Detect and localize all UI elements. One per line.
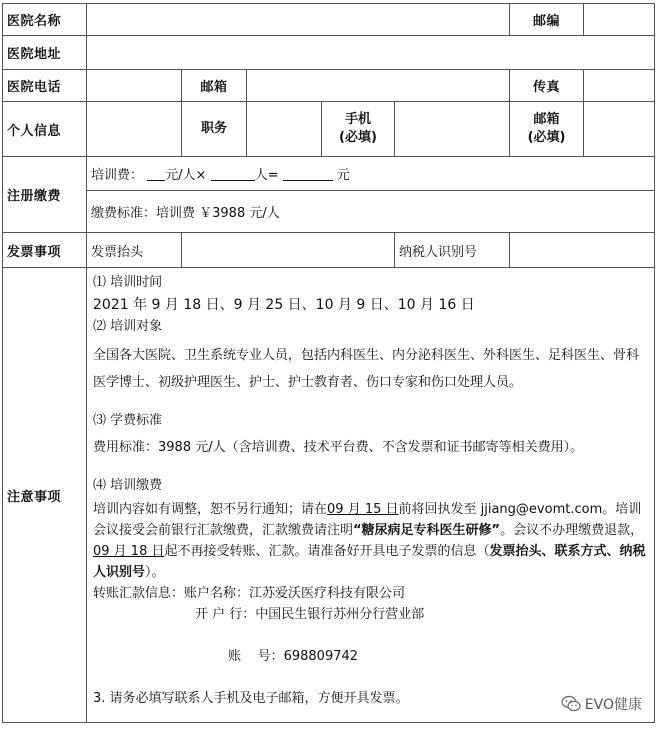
s4-date1: 09 月 15 日: [327, 502, 399, 517]
unit-yuan: 元: [336, 168, 350, 183]
hospital-address-label: 医院地址: [3, 36, 87, 70]
mobile-label-line1: 手机: [344, 112, 371, 127]
hospital-phone-field[interactable]: [87, 70, 182, 102]
name-field[interactable]: [87, 102, 182, 157]
s1-title: ⑴ 培训时间: [93, 275, 163, 290]
personal-info-label: 个人信息: [3, 102, 87, 157]
email-required-field[interactable]: [584, 102, 655, 157]
notes-label: 注意事项: [3, 268, 87, 723]
s4-text-c: 。会议不办理缴费退款，: [500, 523, 644, 538]
taxpayer-id-field[interactable]: [510, 233, 655, 268]
hospital-address-field[interactable]: [87, 36, 655, 70]
fee-per-person-field[interactable]: [147, 167, 165, 181]
bank-label: 开 户 行：: [195, 607, 256, 622]
email-label: 邮箱: [182, 70, 247, 102]
s2-title: ⑵ 培训对象: [93, 319, 163, 334]
fee-standard: 缴费标准：培训费 ￥3988 元/人: [87, 191, 655, 233]
watermark-text: EVO健康: [584, 697, 642, 713]
watermark: [561, 694, 642, 714]
hospital-name-label: 医院名称: [3, 4, 87, 36]
postcode-field[interactable]: [584, 4, 655, 36]
account-name: 江苏爱沃医疗科技有限公司: [249, 586, 406, 601]
hospital-name-field[interactable]: [87, 4, 510, 36]
s4-text-d: 起不再接受转账、汇款。请准备好开具电子发票的信息（: [164, 544, 490, 559]
email-required-line1: 邮箱: [533, 112, 560, 127]
person-count-field[interactable]: [211, 167, 255, 181]
s4-bold-course: “糖尿病足专科医生研修”: [353, 523, 501, 538]
account-name-label: 账户名称：: [184, 586, 250, 601]
postcode-label: 邮编: [510, 4, 584, 36]
transfer-account-name: [93, 583, 648, 604]
bank: 中国民生银行苏州分行营业部: [255, 607, 425, 622]
email-required-line2: (必填): [527, 130, 566, 145]
position-field[interactable]: [247, 102, 322, 157]
wechat-icon: [561, 695, 581, 713]
position-label: 职务: [182, 102, 247, 157]
invoice-title-label: 发票抬头: [87, 233, 182, 268]
email-field[interactable]: [247, 70, 510, 102]
email-required-label: [510, 102, 584, 157]
mobile-field[interactable]: [395, 102, 510, 157]
s4-bold-invoice: 发票抬头、联系方式、纳税人识别号: [93, 544, 646, 580]
s3-body: 费用标准：3988 元/人（含培训费、技术平台费、不含发票和证书邮寄等相关费用）。: [93, 440, 584, 455]
fee-total-field[interactable]: [283, 167, 333, 181]
s3-title: ⑶ 学费标准: [93, 413, 163, 428]
training-fee-row: [87, 157, 655, 191]
unit-per-person: 元/人×: [165, 168, 207, 183]
account-no-label: 账 号：: [228, 649, 284, 664]
mobile-label: [322, 102, 395, 157]
invoice-title-field[interactable]: [182, 233, 395, 268]
transfer-label: 转账汇款信息：: [93, 586, 185, 601]
s4-text-e: ）。: [145, 565, 165, 580]
transfer-account-no: [93, 625, 648, 688]
mobile-label-line2: (必填): [339, 130, 377, 145]
training-fee-prefix: 培训费：: [91, 168, 144, 183]
taxpayer-id-label: 纳税人识别号: [395, 233, 510, 268]
s4-body: [93, 499, 648, 583]
registration-fee-label: 注册缴费: [3, 157, 87, 233]
s4-text-a: 培训内容如有调整，恕不另行通知；请在: [93, 502, 328, 517]
s1-dates: 2021 年 9 月 18 日、9 月 25 日、10 月 9 日、10 月 16 日: [93, 297, 475, 313]
fax-field[interactable]: [584, 70, 655, 102]
final-note: 3. 请务必填写联系人手机及电子邮箱，方便开具发票。: [93, 691, 409, 706]
fax-label: 传真: [510, 70, 584, 102]
invoice-label: 发票事项: [3, 233, 87, 268]
notes-content: [87, 268, 655, 723]
registration-form: [2, 3, 655, 723]
account-no: 698809742: [283, 649, 359, 664]
s2-body: 全国各大医院、卫生系统专业人员，包括内科医生、内分泌科医生、外科医生、足科医生、骨科医学博士、初级护理医生、护士、护士教育者、伤口专家和伤口处理人员。: [93, 348, 640, 390]
transfer-bank: [93, 604, 648, 625]
s4-title: ⑷ 培训缴费: [93, 478, 163, 493]
unit-person-equals: 人=: [254, 168, 279, 183]
s4-text-b: 前将回执发至 jjiang@evomt.com。培训会议接受会前银行汇款缴费，汇款缴费请注明: [93, 502, 642, 538]
hospital-phone-label: 医院电话: [3, 70, 87, 102]
s4-date2: 09 月 18 日: [93, 544, 165, 559]
